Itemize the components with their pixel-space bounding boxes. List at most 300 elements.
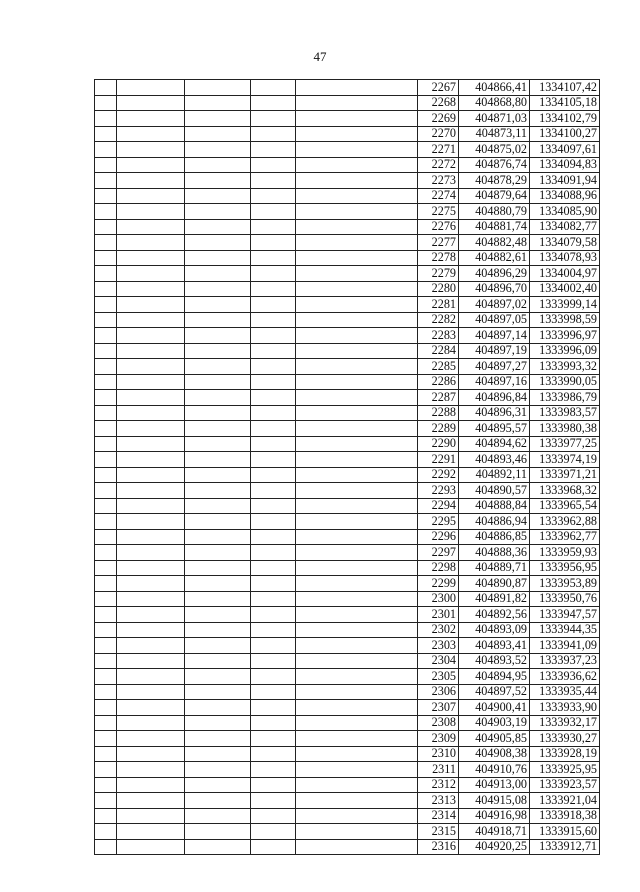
empty-cell bbox=[251, 467, 296, 483]
empty-cell bbox=[296, 80, 418, 96]
empty-cell bbox=[296, 250, 418, 266]
table-row bbox=[95, 839, 600, 855]
empty-cell bbox=[95, 669, 117, 685]
empty-cell bbox=[185, 173, 251, 189]
empty-cell bbox=[251, 219, 296, 235]
x-coordinate-cell: 404873,11 bbox=[459, 126, 530, 142]
empty-cell bbox=[296, 591, 418, 607]
x-coordinate-cell: 404879,64 bbox=[459, 188, 530, 204]
empty-cell bbox=[117, 266, 185, 282]
empty-cell bbox=[185, 312, 251, 328]
empty-cell bbox=[251, 281, 296, 297]
empty-cell bbox=[117, 95, 185, 111]
empty-cell bbox=[95, 653, 117, 669]
empty-cell bbox=[185, 700, 251, 716]
empty-cell bbox=[185, 80, 251, 96]
x-coordinate-cell: 404882,48 bbox=[459, 235, 530, 251]
empty-cell bbox=[296, 235, 418, 251]
empty-cell bbox=[95, 808, 117, 824]
empty-cell bbox=[185, 622, 251, 638]
empty-cell bbox=[185, 266, 251, 282]
table-row bbox=[95, 173, 600, 189]
empty-cell bbox=[117, 545, 185, 561]
x-coordinate-cell: 404890,87 bbox=[459, 576, 530, 592]
empty-cell bbox=[185, 824, 251, 840]
empty-cell bbox=[117, 638, 185, 654]
empty-cell bbox=[185, 235, 251, 251]
empty-cell bbox=[185, 188, 251, 204]
y-coordinate-cell: 1334100,27 bbox=[530, 126, 600, 142]
empty-cell bbox=[251, 297, 296, 313]
empty-cell bbox=[251, 266, 296, 282]
empty-cell bbox=[296, 204, 418, 220]
empty-cell bbox=[251, 839, 296, 855]
y-coordinate-cell: 1333983,57 bbox=[530, 405, 600, 421]
empty-cell bbox=[185, 281, 251, 297]
point-number-cell: 2316 bbox=[418, 839, 459, 855]
empty-cell bbox=[296, 731, 418, 747]
empty-cell bbox=[185, 405, 251, 421]
empty-cell bbox=[95, 638, 117, 654]
point-number-cell: 2299 bbox=[418, 576, 459, 592]
y-coordinate-cell: 1333936,62 bbox=[530, 669, 600, 685]
point-number-cell: 2267 bbox=[418, 80, 459, 96]
empty-cell bbox=[117, 328, 185, 344]
y-coordinate-cell: 1334091,94 bbox=[530, 173, 600, 189]
empty-cell bbox=[117, 374, 185, 390]
x-coordinate-cell: 404888,84 bbox=[459, 498, 530, 514]
empty-cell bbox=[95, 576, 117, 592]
empty-cell bbox=[251, 622, 296, 638]
point-number-cell: 2286 bbox=[418, 374, 459, 390]
empty-cell bbox=[296, 653, 418, 669]
table-row bbox=[95, 777, 600, 793]
empty-cell bbox=[296, 607, 418, 623]
empty-cell bbox=[95, 560, 117, 576]
empty-cell bbox=[185, 762, 251, 778]
empty-cell bbox=[117, 793, 185, 809]
empty-cell bbox=[296, 173, 418, 189]
empty-cell bbox=[95, 467, 117, 483]
point-number-cell: 2304 bbox=[418, 653, 459, 669]
empty-cell bbox=[296, 452, 418, 468]
empty-cell bbox=[296, 312, 418, 328]
empty-cell bbox=[251, 638, 296, 654]
empty-cell bbox=[296, 390, 418, 406]
empty-cell bbox=[296, 188, 418, 204]
empty-cell bbox=[251, 328, 296, 344]
table-row bbox=[95, 622, 600, 638]
empty-cell bbox=[251, 421, 296, 437]
empty-cell bbox=[251, 514, 296, 530]
empty-cell bbox=[117, 281, 185, 297]
empty-cell bbox=[117, 824, 185, 840]
empty-cell bbox=[117, 312, 185, 328]
y-coordinate-cell: 1333962,88 bbox=[530, 514, 600, 530]
x-coordinate-cell: 404880,79 bbox=[459, 204, 530, 220]
empty-cell bbox=[296, 824, 418, 840]
table-row bbox=[95, 374, 600, 390]
point-number-cell: 2270 bbox=[418, 126, 459, 142]
table-row bbox=[95, 297, 600, 313]
x-coordinate-cell: 404920,25 bbox=[459, 839, 530, 855]
x-coordinate-cell: 404908,38 bbox=[459, 746, 530, 762]
empty-cell bbox=[117, 235, 185, 251]
table-row bbox=[95, 762, 600, 778]
empty-cell bbox=[95, 793, 117, 809]
empty-cell bbox=[296, 560, 418, 576]
table-row bbox=[95, 204, 600, 220]
empty-cell bbox=[251, 560, 296, 576]
empty-cell bbox=[95, 297, 117, 313]
table-row bbox=[95, 219, 600, 235]
point-number-cell: 2292 bbox=[418, 467, 459, 483]
x-coordinate-cell: 404896,70 bbox=[459, 281, 530, 297]
empty-cell bbox=[185, 514, 251, 530]
empty-cell bbox=[185, 359, 251, 375]
empty-cell bbox=[251, 684, 296, 700]
empty-cell bbox=[251, 250, 296, 266]
table-row bbox=[95, 95, 600, 111]
empty-cell bbox=[117, 219, 185, 235]
empty-cell bbox=[185, 142, 251, 158]
y-coordinate-cell: 1333932,17 bbox=[530, 715, 600, 731]
empty-cell bbox=[185, 808, 251, 824]
empty-cell bbox=[185, 777, 251, 793]
y-coordinate-cell: 1333996,97 bbox=[530, 328, 600, 344]
table-row bbox=[95, 746, 600, 762]
x-coordinate-cell: 404903,19 bbox=[459, 715, 530, 731]
empty-cell bbox=[117, 359, 185, 375]
empty-cell bbox=[117, 343, 185, 359]
empty-cell bbox=[296, 808, 418, 824]
empty-cell bbox=[95, 281, 117, 297]
empty-cell bbox=[95, 95, 117, 111]
empty-cell bbox=[117, 142, 185, 158]
empty-cell bbox=[251, 808, 296, 824]
empty-cell bbox=[296, 483, 418, 499]
empty-cell bbox=[185, 328, 251, 344]
empty-cell bbox=[296, 126, 418, 142]
empty-cell bbox=[95, 514, 117, 530]
empty-cell bbox=[251, 374, 296, 390]
x-coordinate-cell: 404897,27 bbox=[459, 359, 530, 375]
x-coordinate-cell: 404897,16 bbox=[459, 374, 530, 390]
x-coordinate-cell: 404866,41 bbox=[459, 80, 530, 96]
empty-cell bbox=[117, 390, 185, 406]
y-coordinate-cell: 1334102,79 bbox=[530, 111, 600, 127]
y-coordinate-cell: 1334085,90 bbox=[530, 204, 600, 220]
y-coordinate-cell: 1333999,14 bbox=[530, 297, 600, 313]
table-row bbox=[95, 157, 600, 173]
empty-cell bbox=[95, 483, 117, 499]
empty-cell bbox=[95, 498, 117, 514]
empty-cell bbox=[95, 731, 117, 747]
empty-cell bbox=[185, 204, 251, 220]
empty-cell bbox=[251, 746, 296, 762]
empty-cell bbox=[95, 452, 117, 468]
y-coordinate-cell: 1333980,38 bbox=[530, 421, 600, 437]
empty-cell bbox=[117, 188, 185, 204]
y-coordinate-cell: 1333998,59 bbox=[530, 312, 600, 328]
empty-cell bbox=[95, 607, 117, 623]
x-coordinate-cell: 404905,85 bbox=[459, 731, 530, 747]
empty-cell bbox=[185, 436, 251, 452]
x-coordinate-cell: 404890,57 bbox=[459, 483, 530, 499]
table-row bbox=[95, 514, 600, 530]
x-coordinate-cell: 404895,57 bbox=[459, 421, 530, 437]
table-row bbox=[95, 126, 600, 142]
empty-cell bbox=[185, 731, 251, 747]
point-number-cell: 2306 bbox=[418, 684, 459, 700]
table-row bbox=[95, 390, 600, 406]
empty-cell bbox=[185, 126, 251, 142]
empty-cell bbox=[251, 762, 296, 778]
table-row bbox=[95, 715, 600, 731]
x-coordinate-cell: 404918,71 bbox=[459, 824, 530, 840]
empty-cell bbox=[296, 545, 418, 561]
empty-cell bbox=[95, 824, 117, 840]
point-number-cell: 2268 bbox=[418, 95, 459, 111]
point-number-cell: 2302 bbox=[418, 622, 459, 638]
empty-cell bbox=[95, 762, 117, 778]
x-coordinate-cell: 404896,84 bbox=[459, 390, 530, 406]
table-row bbox=[95, 281, 600, 297]
table-row bbox=[95, 312, 600, 328]
point-number-cell: 2311 bbox=[418, 762, 459, 778]
x-coordinate-cell: 404889,71 bbox=[459, 560, 530, 576]
x-coordinate-cell: 404893,09 bbox=[459, 622, 530, 638]
empty-cell bbox=[117, 483, 185, 499]
empty-cell bbox=[251, 157, 296, 173]
empty-cell bbox=[251, 343, 296, 359]
x-coordinate-cell: 404897,19 bbox=[459, 343, 530, 359]
x-coordinate-cell: 404886,85 bbox=[459, 529, 530, 545]
x-coordinate-cell: 404868,80 bbox=[459, 95, 530, 111]
empty-cell bbox=[296, 281, 418, 297]
empty-cell bbox=[117, 126, 185, 142]
x-coordinate-cell: 404897,14 bbox=[459, 328, 530, 344]
point-number-cell: 2298 bbox=[418, 560, 459, 576]
y-coordinate-cell: 1334105,18 bbox=[530, 95, 600, 111]
empty-cell bbox=[296, 529, 418, 545]
empty-cell bbox=[185, 483, 251, 499]
table-row bbox=[95, 80, 600, 96]
point-number-cell: 2294 bbox=[418, 498, 459, 514]
point-number-cell: 2308 bbox=[418, 715, 459, 731]
empty-cell bbox=[185, 529, 251, 545]
x-coordinate-cell: 404881,74 bbox=[459, 219, 530, 235]
page-number: 47 bbox=[313, 49, 327, 64]
empty-cell bbox=[95, 142, 117, 158]
empty-cell bbox=[296, 436, 418, 452]
empty-cell bbox=[185, 607, 251, 623]
empty-cell bbox=[296, 622, 418, 638]
empty-cell bbox=[296, 684, 418, 700]
point-number-cell: 2296 bbox=[418, 529, 459, 545]
point-number-cell: 2310 bbox=[418, 746, 459, 762]
x-coordinate-cell: 404892,11 bbox=[459, 467, 530, 483]
y-coordinate-cell: 1333944,35 bbox=[530, 622, 600, 638]
empty-cell bbox=[185, 467, 251, 483]
y-coordinate-cell: 1333956,95 bbox=[530, 560, 600, 576]
empty-cell bbox=[251, 669, 296, 685]
empty-cell bbox=[185, 452, 251, 468]
empty-cell bbox=[251, 576, 296, 592]
x-coordinate-cell: 404900,41 bbox=[459, 700, 530, 716]
empty-cell bbox=[251, 390, 296, 406]
empty-cell bbox=[117, 591, 185, 607]
empty-cell bbox=[296, 142, 418, 158]
point-number-cell: 2309 bbox=[418, 731, 459, 747]
point-number-cell: 2279 bbox=[418, 266, 459, 282]
empty-cell bbox=[296, 762, 418, 778]
empty-cell bbox=[95, 188, 117, 204]
table-row bbox=[95, 436, 600, 452]
table-row bbox=[95, 188, 600, 204]
y-coordinate-cell: 1333965,54 bbox=[530, 498, 600, 514]
empty-cell bbox=[296, 421, 418, 437]
empty-cell bbox=[296, 514, 418, 530]
empty-cell bbox=[95, 421, 117, 437]
empty-cell bbox=[185, 746, 251, 762]
empty-cell bbox=[185, 498, 251, 514]
empty-cell bbox=[251, 731, 296, 747]
empty-cell bbox=[185, 390, 251, 406]
empty-cell bbox=[296, 374, 418, 390]
empty-cell bbox=[117, 762, 185, 778]
point-number-cell: 2289 bbox=[418, 421, 459, 437]
point-number-cell: 2285 bbox=[418, 359, 459, 375]
table-row bbox=[95, 653, 600, 669]
empty-cell bbox=[95, 126, 117, 142]
empty-cell bbox=[296, 111, 418, 127]
empty-cell bbox=[95, 591, 117, 607]
empty-cell bbox=[185, 297, 251, 313]
table-row bbox=[95, 638, 600, 654]
y-coordinate-cell: 1334078,93 bbox=[530, 250, 600, 266]
y-coordinate-cell: 1333996,09 bbox=[530, 343, 600, 359]
empty-cell bbox=[95, 359, 117, 375]
point-number-cell: 2276 bbox=[418, 219, 459, 235]
x-coordinate-cell: 404893,41 bbox=[459, 638, 530, 654]
empty-cell bbox=[251, 715, 296, 731]
point-number-cell: 2284 bbox=[418, 343, 459, 359]
table-row bbox=[95, 731, 600, 747]
table-row bbox=[95, 560, 600, 576]
point-number-cell: 2305 bbox=[418, 669, 459, 685]
point-number-cell: 2291 bbox=[418, 452, 459, 468]
empty-cell bbox=[185, 684, 251, 700]
point-number-cell: 2274 bbox=[418, 188, 459, 204]
empty-cell bbox=[296, 746, 418, 762]
y-coordinate-cell: 1333912,71 bbox=[530, 839, 600, 855]
empty-cell bbox=[95, 312, 117, 328]
x-coordinate-cell: 404897,02 bbox=[459, 297, 530, 313]
empty-cell bbox=[185, 95, 251, 111]
empty-cell bbox=[117, 498, 185, 514]
point-number-cell: 2297 bbox=[418, 545, 459, 561]
x-coordinate-cell: 404875,02 bbox=[459, 142, 530, 158]
empty-cell bbox=[251, 312, 296, 328]
empty-cell bbox=[185, 343, 251, 359]
point-number-cell: 2273 bbox=[418, 173, 459, 189]
empty-cell bbox=[95, 684, 117, 700]
empty-cell bbox=[95, 173, 117, 189]
empty-cell bbox=[117, 467, 185, 483]
table-row bbox=[95, 808, 600, 824]
empty-cell bbox=[95, 219, 117, 235]
empty-cell bbox=[117, 576, 185, 592]
empty-cell bbox=[296, 467, 418, 483]
table-row bbox=[95, 824, 600, 840]
empty-cell bbox=[185, 653, 251, 669]
y-coordinate-cell: 1333986,79 bbox=[530, 390, 600, 406]
x-coordinate-cell: 404897,52 bbox=[459, 684, 530, 700]
x-coordinate-cell: 404915,08 bbox=[459, 793, 530, 809]
y-coordinate-cell: 1333941,09 bbox=[530, 638, 600, 654]
table-row bbox=[95, 793, 600, 809]
empty-cell bbox=[95, 390, 117, 406]
y-coordinate-cell: 1333918,38 bbox=[530, 808, 600, 824]
empty-cell bbox=[296, 266, 418, 282]
empty-cell bbox=[296, 297, 418, 313]
table-row bbox=[95, 343, 600, 359]
y-coordinate-cell: 1333953,89 bbox=[530, 576, 600, 592]
empty-cell bbox=[117, 669, 185, 685]
empty-cell bbox=[185, 591, 251, 607]
empty-cell bbox=[296, 576, 418, 592]
y-coordinate-cell: 1333993,32 bbox=[530, 359, 600, 375]
empty-cell bbox=[117, 839, 185, 855]
empty-cell bbox=[296, 715, 418, 731]
y-coordinate-cell: 1333950,76 bbox=[530, 591, 600, 607]
empty-cell bbox=[95, 111, 117, 127]
empty-cell bbox=[296, 669, 418, 685]
empty-cell bbox=[185, 576, 251, 592]
empty-cell bbox=[185, 111, 251, 127]
table-row bbox=[95, 111, 600, 127]
empty-cell bbox=[117, 80, 185, 96]
empty-cell bbox=[117, 560, 185, 576]
empty-cell bbox=[117, 607, 185, 623]
point-number-cell: 2269 bbox=[418, 111, 459, 127]
table-row bbox=[95, 607, 600, 623]
y-coordinate-cell: 1333928,19 bbox=[530, 746, 600, 762]
empty-cell bbox=[296, 777, 418, 793]
point-number-cell: 2307 bbox=[418, 700, 459, 716]
point-number-cell: 2271 bbox=[418, 142, 459, 158]
empty-cell bbox=[95, 235, 117, 251]
table-row bbox=[95, 266, 600, 282]
y-coordinate-cell: 1333925,95 bbox=[530, 762, 600, 778]
point-number-cell: 2290 bbox=[418, 436, 459, 452]
empty-cell bbox=[95, 374, 117, 390]
y-coordinate-cell: 1334088,96 bbox=[530, 188, 600, 204]
table-body bbox=[95, 80, 600, 855]
y-coordinate-cell: 1334097,61 bbox=[530, 142, 600, 158]
empty-cell bbox=[185, 421, 251, 437]
x-coordinate-cell: 404893,46 bbox=[459, 452, 530, 468]
table-row bbox=[95, 235, 600, 251]
empty-cell bbox=[251, 824, 296, 840]
point-number-cell: 2281 bbox=[418, 297, 459, 313]
table-row bbox=[95, 684, 600, 700]
empty-cell bbox=[296, 343, 418, 359]
empty-cell bbox=[117, 746, 185, 762]
y-coordinate-cell: 1333930,27 bbox=[530, 731, 600, 747]
empty-cell bbox=[251, 126, 296, 142]
